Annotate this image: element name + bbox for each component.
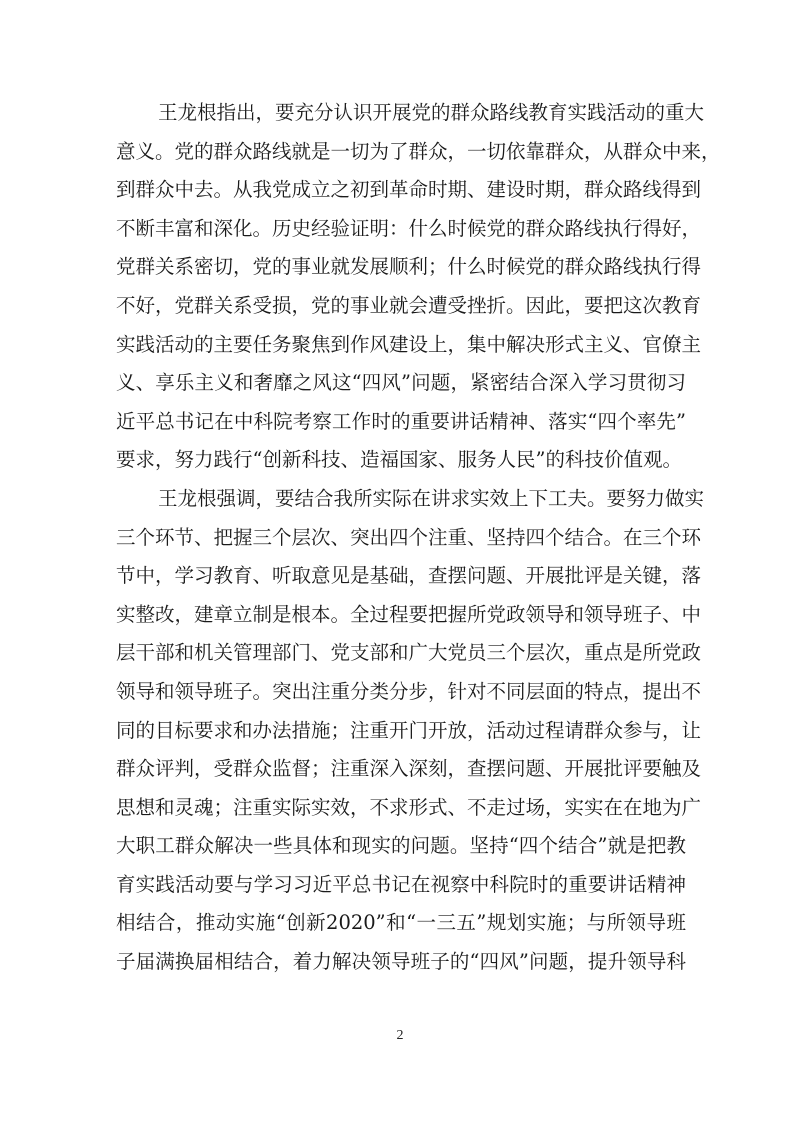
paragraph-line: 实践活动的主要任务聚焦到作风建设上，集中解决形式主义、官僚主 [116,332,702,356]
paragraph-line: 同的目标要求和办法措施；注重开门开放，活动过程请群众参与，让 [116,718,702,742]
paragraph-line: 不断丰富和深化。历史经验证明：什么时候党的群众路线执行得好， [116,216,702,240]
paragraph-line: 相结合，推动实施“创新2020”和“一三五”规划实施；与所领导班 [116,911,686,935]
paragraph-line: 要求，努力践行“创新科技、造福国家、服务人民”的科技价值观。 [116,448,682,472]
paragraph-line: 领导和领导班子。突出注重分类分步，针对不同层面的特点，提出不 [116,679,702,703]
paragraph-line: 节中，学习教育、听取意见是基础，查摆问题、开展批评是关键，落 [116,564,702,588]
paragraph-line: 思想和灵魂；注重实际实效，不求形式、不走过场，实实在在地为广 [116,795,702,819]
paragraph-line: 王龙根指出，要充分认识开展党的群众路线教育实践活动的重大 [158,101,705,124]
paragraph-line: 不好，党群关系受损，党的事业就会遭受挫折。因此，要把这次教育 [116,293,702,317]
paragraph-line: 子届满换届相结合，着力解决领导班子的“四风”问题，提升领导科 [116,950,686,974]
paragraph-line: 层干部和机关管理部门、党支部和广大党员三个层次，重点是所党政 [116,641,702,665]
paragraph-line: 意义。党的群众路线就是一切为了群众，一切依靠群众，从群众中来， [116,139,721,163]
paragraph-line: 三个环节、把握三个层次、突出四个注重、坚持四个结合。在三个环 [116,525,702,549]
paragraph-line: 王龙根强调，要结合我所实际在讲求实效上下工夫。要努力做实 [158,486,705,510]
paragraph-line: 实整改，建章立制是根本。全过程要把握所党政领导和领导班子、中 [116,602,702,626]
paragraph-line: 育实践活动要与学习习近平总书记在视察中科院时的重要讲话精神 [116,872,686,896]
paragraph-line: 到群众中去。从我党成立之初到革命时期、建设时期，群众路线得到 [116,178,702,202]
paragraph-2 [116,480,705,982]
body-text [116,94,721,982]
paragraph-line: 义、享乐主义和奢靡之风这“四风”问题，紧密结合深入学习贯彻习 [116,371,686,395]
paragraph-line: 近平总书记在中科院考察工作时的重要讲话精神、落实“四个率先” [116,409,686,433]
page-number: 2 [396,1028,404,1043]
paragraph-line: 党群关系密切，党的事业就发展顺利；什么时候党的群众路线执行得 [116,255,702,279]
paragraph-line: 大职工群众解决一些具体和现实的问题。坚持“四个结合”就是把教 [116,834,686,858]
paragraph-1 [116,94,721,480]
paragraph-line: 群众评判，受群众监督；注重深入深刻，查摆问题、开展批评要触及 [116,757,702,781]
